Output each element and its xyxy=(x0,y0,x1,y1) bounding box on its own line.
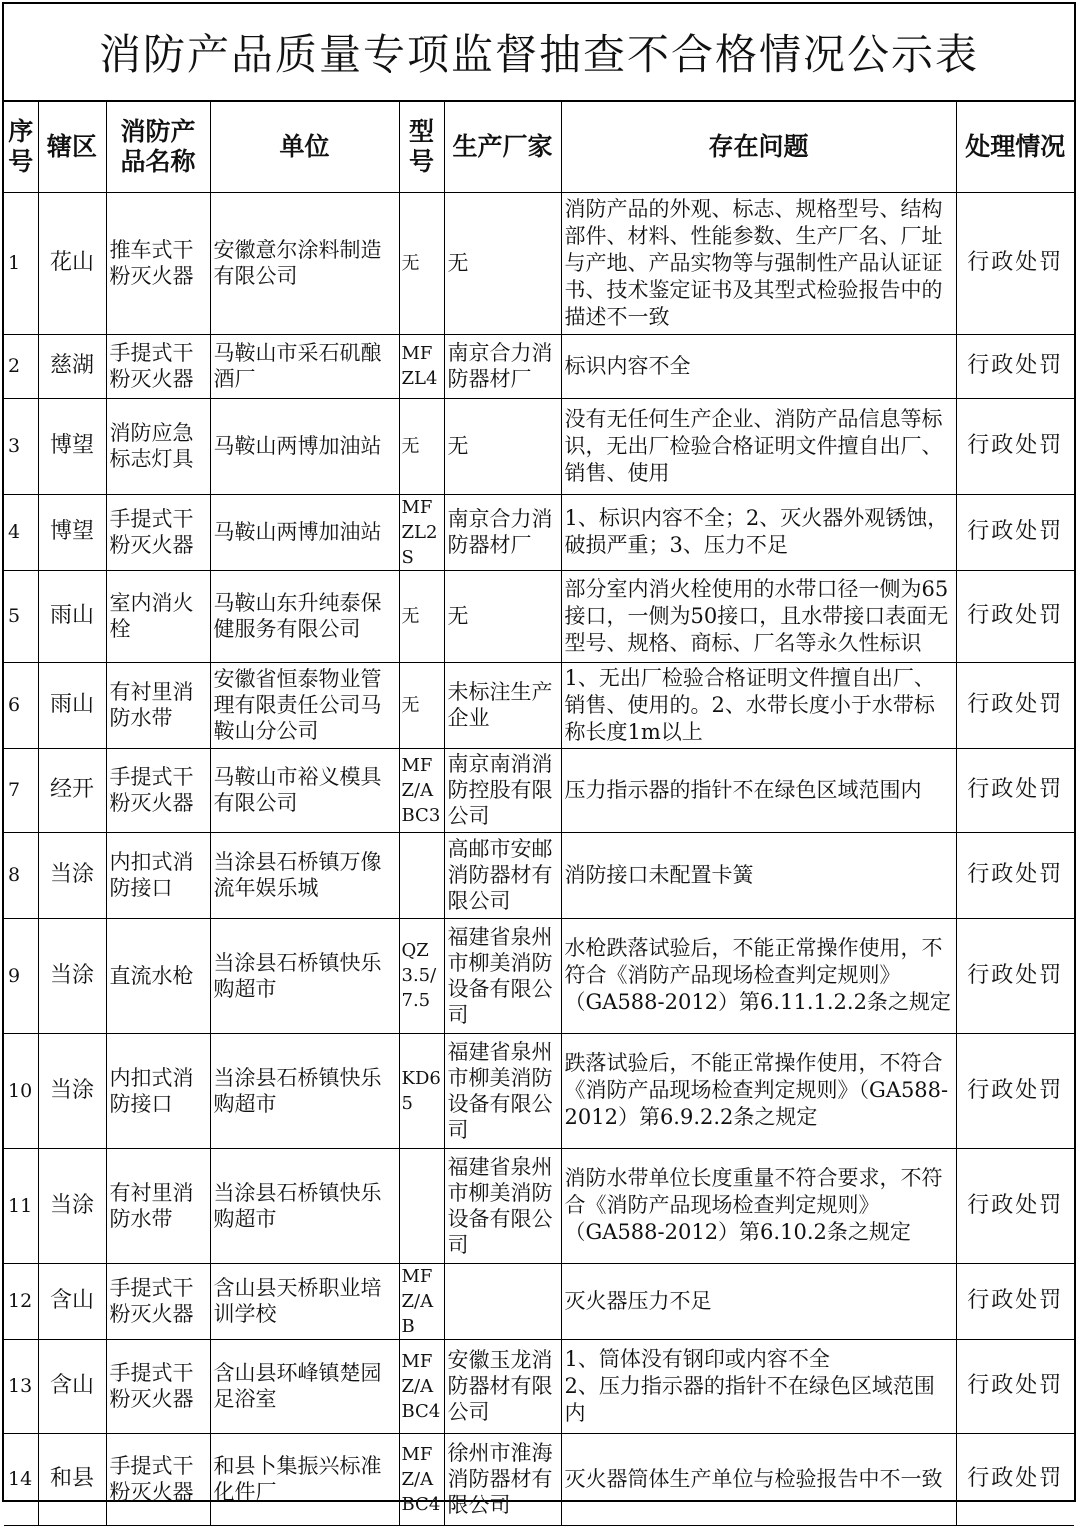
row-handling: 行政处罚 xyxy=(956,918,1074,1033)
row-unit: 当涂县石桥镇快乐购超市 xyxy=(210,918,399,1033)
row-handling: 行政处罚 xyxy=(956,748,1074,832)
row-index: 1 xyxy=(4,192,38,334)
row-district: 博望 xyxy=(38,494,106,570)
row-model: 无 xyxy=(399,570,444,662)
row-district: 当涂 xyxy=(38,1148,106,1263)
row-issue: 水枪跌落试验后，不能正常操作使用，不符合《消防产品现场检查判定规则》（GA588-2012）第6.11.1.2.2条之规定 xyxy=(561,918,956,1033)
nonconformity-table xyxy=(4,102,1074,1526)
row-maker: 无 xyxy=(444,398,561,494)
row-product-name: 手提式干粉灭火器 xyxy=(106,334,210,398)
row-index: 6 xyxy=(4,662,38,748)
row-product-name: 手提式干粉灭火器 xyxy=(106,748,210,832)
row-issue: 部分室内消火栓使用的水带口径一侧为65接口，一侧为50接口，且水带接口表面无型号、规格、商标、厂名等永久性标识 xyxy=(561,570,956,662)
table-row xyxy=(4,494,1074,570)
row-unit: 安徽省恒泰物业管理有限责任公司马鞍山分公司 xyxy=(210,662,399,748)
row-maker xyxy=(444,1263,561,1339)
row-model: MFZL2S xyxy=(399,494,444,570)
row-index: 8 xyxy=(4,832,38,918)
row-index: 7 xyxy=(4,748,38,832)
row-issue: 灭火器压力不足 xyxy=(561,1263,956,1339)
row-maker: 南京南消消防控股有限公司 xyxy=(444,748,561,832)
row-handling: 行政处罚 xyxy=(956,1339,1074,1433)
row-district: 含山 xyxy=(38,1263,106,1339)
table-row xyxy=(4,1433,1074,1525)
row-index: 3 xyxy=(4,398,38,494)
row-model: MFZ/AB xyxy=(399,1263,444,1339)
row-maker: 无 xyxy=(444,570,561,662)
row-maker: 安徽玉龙消防器材有限公司 xyxy=(444,1339,561,1433)
row-district: 当涂 xyxy=(38,918,106,1033)
row-maker: 高邮市安邮消防器材有限公司 xyxy=(444,832,561,918)
table-header-row xyxy=(4,102,1074,192)
row-issue: 压力指示器的指针不在绿色区域范围内 xyxy=(561,748,956,832)
row-product-name: 有衬里消防水带 xyxy=(106,1148,210,1263)
row-district: 经开 xyxy=(38,748,106,832)
row-product-name: 手提式干粉灭火器 xyxy=(106,1433,210,1525)
table-row xyxy=(4,1148,1074,1263)
row-handling: 行政处罚 xyxy=(956,1433,1074,1525)
header-product: 消防产品名称 xyxy=(106,102,210,192)
row-index: 9 xyxy=(4,918,38,1033)
row-model xyxy=(399,1148,444,1263)
row-district: 和县 xyxy=(38,1433,106,1525)
row-district: 博望 xyxy=(38,398,106,494)
row-maker: 福建省泉州市柳美消防设备有限公司 xyxy=(444,1033,561,1148)
row-handling: 行政处罚 xyxy=(956,1033,1074,1148)
row-index: 5 xyxy=(4,570,38,662)
row-model: MFZ/ABC3 xyxy=(399,748,444,832)
row-unit: 安徽意尔涂料制造有限公司 xyxy=(210,192,399,334)
row-index: 13 xyxy=(4,1339,38,1433)
row-issue: 1、无出厂检验合格证明文件擅自出厂、销售、使用的。2、水带长度小于水带标称长度1m以上 xyxy=(561,662,956,748)
row-index: 14 xyxy=(4,1433,38,1525)
row-model: KD65 xyxy=(399,1033,444,1148)
document-title: 消防产品质量专项监督抽查不合格情况公示表 xyxy=(4,4,1074,102)
row-handling: 行政处罚 xyxy=(956,1148,1074,1263)
table-row xyxy=(4,1339,1074,1433)
header-maker: 生产厂家 xyxy=(444,102,561,192)
row-unit: 含山县天桥职业培训学校 xyxy=(210,1263,399,1339)
header-unit: 单位 xyxy=(210,102,399,192)
row-product-name: 内扣式消防接口 xyxy=(106,832,210,918)
header-model: 型号 xyxy=(399,102,444,192)
row-index: 2 xyxy=(4,334,38,398)
row-unit: 当涂县石桥镇万像流年娱乐城 xyxy=(210,832,399,918)
row-handling: 行政处罚 xyxy=(956,832,1074,918)
row-product-name: 有衬里消防水带 xyxy=(106,662,210,748)
row-district: 当涂 xyxy=(38,832,106,918)
row-issue: 标识内容不全 xyxy=(561,334,956,398)
row-index: 12 xyxy=(4,1263,38,1339)
row-handling: 行政处罚 xyxy=(956,1263,1074,1339)
row-product-name: 推车式干粉灭火器 xyxy=(106,192,210,334)
header-issue: 存在问题 xyxy=(561,102,956,192)
row-unit: 马鞍山两博加油站 xyxy=(210,398,399,494)
row-maker: 徐州市淮海消防器材有限公司 xyxy=(444,1433,561,1525)
row-unit: 当涂县石桥镇快乐购超市 xyxy=(210,1148,399,1263)
row-product-name: 手提式干粉灭火器 xyxy=(106,494,210,570)
row-handling: 行政处罚 xyxy=(956,570,1074,662)
row-handling: 行政处罚 xyxy=(956,398,1074,494)
row-model xyxy=(399,832,444,918)
row-district: 花山 xyxy=(38,192,106,334)
row-district: 慈湖 xyxy=(38,334,106,398)
header-district: 辖区 xyxy=(38,102,106,192)
table-row xyxy=(4,570,1074,662)
table-row xyxy=(4,1263,1074,1339)
row-handling: 行政处罚 xyxy=(956,192,1074,334)
row-product-name: 内扣式消防接口 xyxy=(106,1033,210,1148)
row-handling: 行政处罚 xyxy=(956,494,1074,570)
row-issue: 消防水带单位长度重量不符合要求，不符合《消防产品现场检查判定规则》（GA588-2012）第6.10.2条之规定 xyxy=(561,1148,956,1263)
row-maker: 南京合力消防器材厂 xyxy=(444,494,561,570)
row-handling: 行政处罚 xyxy=(956,662,1074,748)
table-row xyxy=(4,1033,1074,1148)
table-row xyxy=(4,398,1074,494)
row-unit: 当涂县石桥镇快乐购超市 xyxy=(210,1033,399,1148)
row-maker: 无 xyxy=(444,192,561,334)
row-model: 无 xyxy=(399,662,444,748)
row-product-name: 消防应急标志灯具 xyxy=(106,398,210,494)
table-row xyxy=(4,832,1074,918)
row-unit: 马鞍山市采石矶酿酒厂 xyxy=(210,334,399,398)
row-district: 含山 xyxy=(38,1339,106,1433)
row-maker: 福建省泉州市柳美消防设备有限公司 xyxy=(444,918,561,1033)
table-row xyxy=(4,334,1074,398)
row-model: MFZL4 xyxy=(399,334,444,398)
row-issue: 跌落试验后，不能正常操作使用，不符合《消防产品现场检查判定规则》（GA588-2012）第6.9.2.2条之规定 xyxy=(561,1033,956,1148)
row-model: MFZ/ABC4 xyxy=(399,1433,444,1525)
row-issue: 消防产品的外观、标志、规格型号、结构部件、材料、性能参数、生产厂名、厂址与产地、产品实物等与强制性产品认证证书、技术鉴定证书及其型式检验报告中的描述不一致 xyxy=(561,192,956,334)
row-handling: 行政处罚 xyxy=(956,334,1074,398)
header-handling: 处理情况 xyxy=(956,102,1074,192)
row-index: 4 xyxy=(4,494,38,570)
row-product-name: 手提式干粉灭火器 xyxy=(106,1339,210,1433)
row-issue: 没有无任何生产企业、消防产品信息等标识，无出厂检验合格证明文件擅自出厂、销售、使用 xyxy=(561,398,956,494)
row-issue: 消防接口未配置卡簧 xyxy=(561,832,956,918)
row-issue: 1、筒体没有钢印或内容不全 2、压力指示器的指针不在绿色区域范围内 xyxy=(561,1339,956,1433)
row-model: QZ3.5/7.5 xyxy=(399,918,444,1033)
row-index: 10 xyxy=(4,1033,38,1148)
row-district: 雨山 xyxy=(38,570,106,662)
row-unit: 马鞍山市裕义模具有限公司 xyxy=(210,748,399,832)
row-unit: 含山县环峰镇楚园足浴室 xyxy=(210,1339,399,1433)
row-model: 无 xyxy=(399,398,444,494)
row-product-name: 室内消火栓 xyxy=(106,570,210,662)
row-unit: 马鞍山东升纯泰保健服务有限公司 xyxy=(210,570,399,662)
row-district: 雨山 xyxy=(38,662,106,748)
table-row xyxy=(4,662,1074,748)
notice-document xyxy=(2,2,1076,1517)
header-index: 序号 xyxy=(4,102,38,192)
row-product-name: 直流水枪 xyxy=(106,918,210,1033)
row-issue: 1、标识内容不全；2、灭火器外观锈蚀，破损严重；3、压力不足 xyxy=(561,494,956,570)
row-maker: 福建省泉州市柳美消防设备有限公司 xyxy=(444,1148,561,1263)
row-model: MFZ/ABC4 xyxy=(399,1339,444,1433)
row-index: 11 xyxy=(4,1148,38,1263)
row-unit: 和县卜集振兴标准化件厂 xyxy=(210,1433,399,1525)
row-maker: 未标注生产企业 xyxy=(444,662,561,748)
row-product-name: 手提式干粉灭火器 xyxy=(106,1263,210,1339)
table-row xyxy=(4,748,1074,832)
row-maker: 南京合力消防器材厂 xyxy=(444,334,561,398)
row-district: 当涂 xyxy=(38,1033,106,1148)
row-unit: 马鞍山两博加油站 xyxy=(210,494,399,570)
row-model: 无 xyxy=(399,192,444,334)
table-row xyxy=(4,192,1074,334)
table-row xyxy=(4,918,1074,1033)
row-issue: 灭火器筒体生产单位与检验报告中不一致 xyxy=(561,1433,956,1525)
